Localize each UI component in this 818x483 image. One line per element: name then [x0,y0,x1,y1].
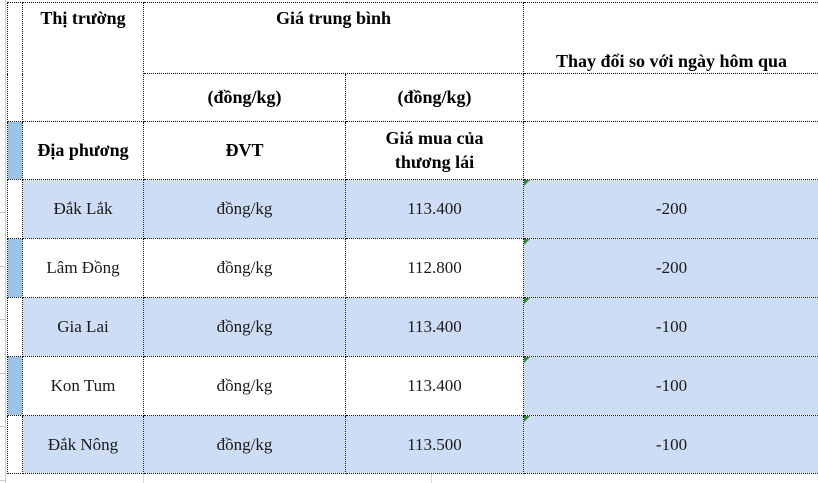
cell-price[interactable]: 113.400 [346,180,524,239]
empty-cell[interactable] [524,74,818,122]
cell-price[interactable]: 113.500 [346,416,524,474]
cell-price[interactable]: 113.400 [346,357,524,416]
cell-unit[interactable]: đồng/kg [144,416,346,474]
cell-change[interactable] [524,239,818,298]
cell-unit[interactable]: đồng/kg [144,180,346,239]
cell-unit-header-left[interactable]: (đồng/kg) [144,74,346,122]
cell-location[interactable]: Kon Tum [23,357,144,416]
cell-note-marker-icon [524,298,530,304]
change-value: -200 [655,199,688,218]
sheet-gridline-horizontal [0,426,5,427]
header-row-1 [8,3,818,74]
sheet-gridline-horizontal [0,266,5,267]
table-row [8,357,818,416]
cell-note-marker-icon [524,416,530,422]
table-row [8,416,818,474]
sheet-gridline-horizontal [0,212,5,213]
sheet-gridline-vertical [143,473,144,483]
cell-location[interactable]: Đắk Nông [23,416,144,474]
row-indicator-strip[interactable] [8,122,23,180]
cell-price[interactable]: 113.400 [346,298,524,357]
change-value: -100 [655,434,688,454]
sheet-gridline-horizontal [0,373,5,374]
row-indicator-strip[interactable] [8,180,23,239]
sheet-gridline-horizontal [0,480,5,481]
row-indicator-strip[interactable] [8,357,23,416]
change-value: -200 [655,258,688,277]
cell-price[interactable]: 112.800 [346,239,524,298]
cell-market-header[interactable]: Thị trường [23,3,144,122]
cell-note-marker-icon [524,239,530,245]
cell-note-marker-icon [524,357,530,363]
cell-unit[interactable]: đồng/kg [144,239,346,298]
row-indicator-strip[interactable] [8,416,23,474]
table-row [8,180,818,239]
change-value: -100 [655,376,688,395]
sheet-gridline-horizontal [0,319,5,320]
sheet-gridline-vertical [5,0,6,483]
cell-dvt-header[interactable]: ĐVT [144,122,346,180]
cell-unit[interactable]: đồng/kg [144,298,346,357]
cell-location[interactable]: Lâm Đồng [23,239,144,298]
cell-change[interactable] [524,180,818,239]
cell-change[interactable] [524,298,818,357]
cell-change[interactable] [524,416,818,474]
cell-change-header[interactable]: Thay đổi so với ngày hôm qua [524,3,818,74]
row-indicator-strip[interactable] [8,298,23,357]
empty-cell[interactable] [524,122,818,180]
row-indicator-strip[interactable] [8,3,23,122]
cell-buy-price-header[interactable]: Giá mua của thương lái [346,122,524,180]
cell-unit-header-right[interactable]: (đồng/kg) [346,74,524,122]
header-row-3 [8,122,818,180]
row-indicator-strip[interactable] [8,239,23,298]
cell-change[interactable] [524,357,818,416]
sheet-gridline-vertical [431,473,432,483]
price-table [7,2,818,474]
cell-location-header[interactable]: Địa phương [23,122,144,180]
change-value: -100 [655,317,688,336]
cell-note-marker-icon [524,180,530,186]
cell-avg-price-header[interactable]: Giá trung bình [144,3,524,74]
table-row [8,239,818,298]
cell-unit[interactable]: đồng/kg [144,357,346,416]
table-row [8,298,818,357]
cell-location[interactable]: Gia Lai [23,298,144,357]
cell-location[interactable]: Đắk Lắk [23,180,144,239]
